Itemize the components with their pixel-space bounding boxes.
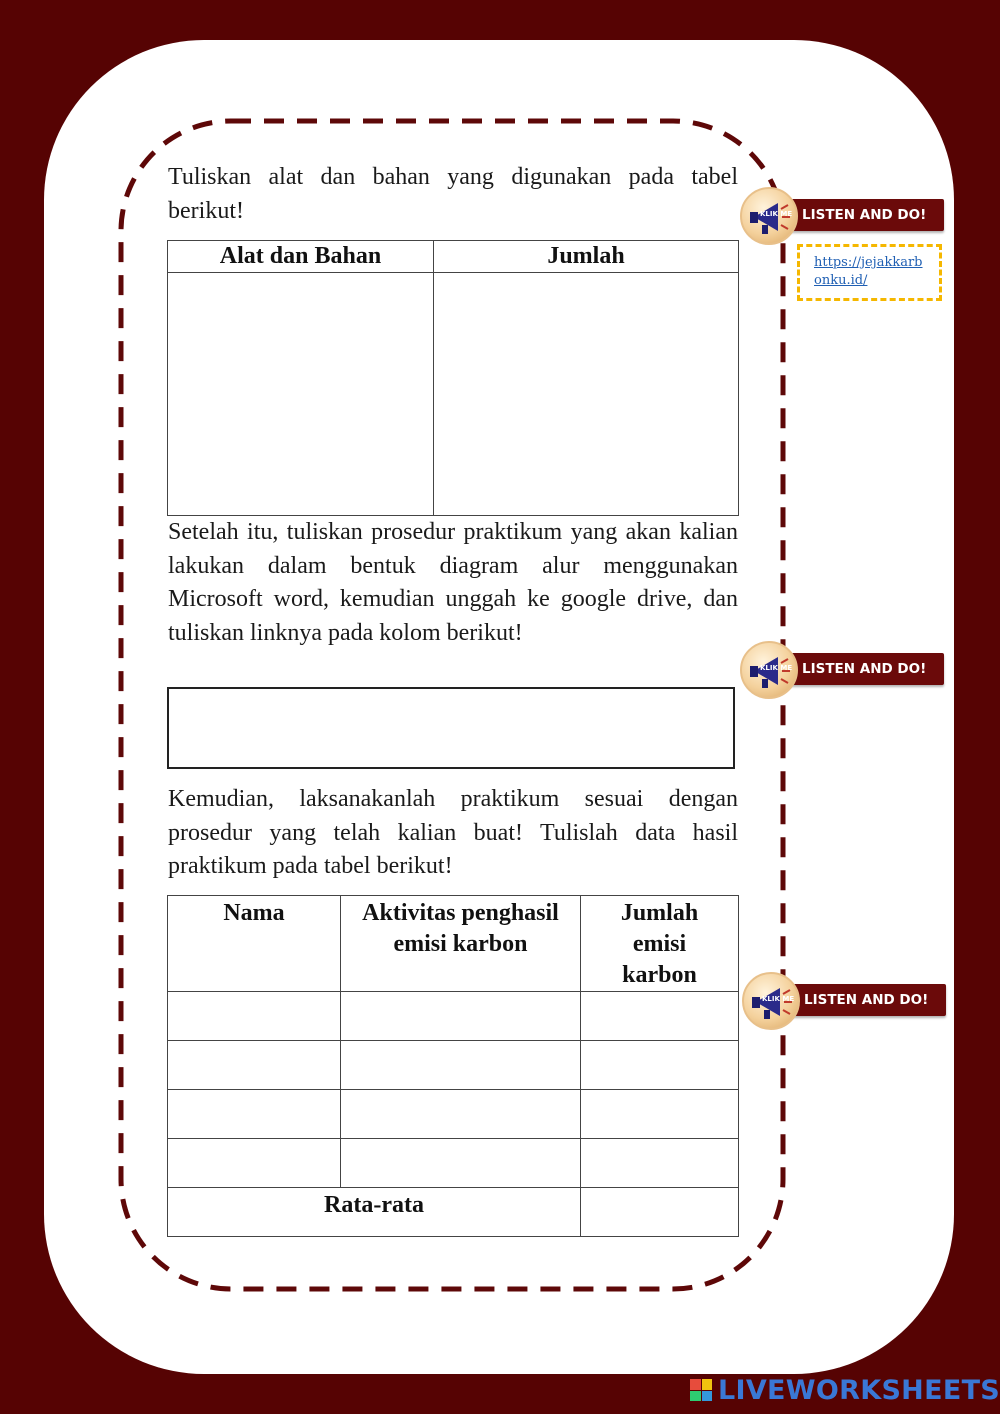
badge-text: KLIK ME [760, 210, 792, 218]
badge-text: KLIK ME [760, 664, 792, 672]
brand-text: LIVEWORKSHEETS [718, 1374, 1000, 1406]
listen-and-do-button[interactable] [740, 641, 946, 699]
cell-emisi[interactable] [581, 1139, 739, 1188]
cell-emisi[interactable] [581, 992, 739, 1041]
table-row [168, 1041, 739, 1090]
table-row [168, 992, 739, 1041]
instruction-prosedur: Setelah itu, tuliskan prosedur praktikum yang akan kalian lakukan dalam bentuk diagram alur menggunakan Microsoft word, kemudian unggah ke google drive, dan tuliskan linknya pada kolom berikut! [168, 519, 738, 646]
instruction-alat-bahan: Tuliskan alat dan bahan yang digunakan pada tabel berikut! [168, 164, 738, 224]
listen-label: LISTEN AND DO! [788, 984, 946, 1016]
instruction-data-hasil: Kemudian, laksanakanlah praktikum sesuai dengan prosedur yang telah kalian buat! Tulislah data hasil praktikum pada tabel berikut! [168, 786, 738, 879]
cell-rata-rata[interactable] [581, 1188, 739, 1237]
cell-nama[interactable] [168, 992, 341, 1041]
cell-nama[interactable] [168, 1090, 341, 1139]
megaphone-icon [742, 972, 800, 1030]
section2 [168, 516, 738, 650]
cell-aktivitas[interactable] [341, 992, 581, 1041]
cell-aktivitas[interactable] [341, 1090, 581, 1139]
table-alat-bahan [167, 240, 739, 516]
cell-emisi[interactable] [581, 1041, 739, 1090]
listen-label: LISTEN AND DO! [786, 653, 944, 685]
section3 [168, 783, 738, 884]
cell-aktivitas[interactable] [341, 1041, 581, 1090]
listen-label: LISTEN AND DO! [786, 199, 944, 231]
liveworksheets-logo-icon [690, 1379, 712, 1401]
cell-aktivitas[interactable] [341, 1139, 581, 1188]
megaphone-icon [740, 187, 798, 245]
listen-and-do-button[interactable] [742, 972, 948, 1030]
section1 [168, 161, 738, 228]
header-aktivitas: Aktivitas penghasil emisi karbon [341, 896, 581, 992]
header-nama: Nama [168, 896, 341, 992]
jejak-karbon-link[interactable]: https://jejakkarbonku.id/ [797, 244, 942, 301]
table-footer-row [168, 1188, 739, 1237]
table-row [168, 1090, 739, 1139]
liveworksheets-logo [690, 1374, 1000, 1406]
header-jumlah-emisi: Jumlah emisi karbon [581, 896, 739, 992]
header-jumlah: Jumlah [434, 241, 739, 273]
listen-and-do-button[interactable] [740, 187, 946, 245]
cell-jumlah[interactable] [434, 273, 739, 516]
cell-alat-bahan[interactable] [168, 273, 434, 516]
table-row [168, 1139, 739, 1188]
megaphone-icon [740, 641, 798, 699]
cell-nama[interactable] [168, 1139, 341, 1188]
cell-emisi[interactable] [581, 1090, 739, 1139]
badge-text: KLIK ME [762, 995, 794, 1003]
header-alat-bahan: Alat dan Bahan [168, 241, 434, 273]
label-rata-rata: Rata-rata [168, 1188, 581, 1237]
cell-nama[interactable] [168, 1041, 341, 1090]
table-emisi-karbon [167, 895, 739, 1237]
link-answer-input[interactable] [167, 687, 735, 769]
